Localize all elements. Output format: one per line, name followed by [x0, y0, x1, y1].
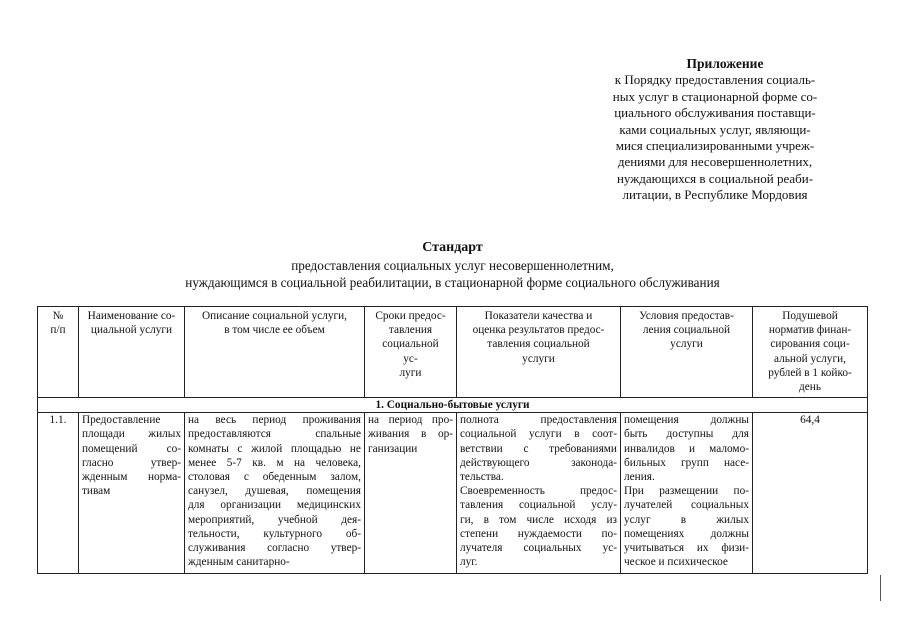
- header-line: Описание социальной услуги,: [201, 310, 348, 322]
- row-quality: [457, 413, 621, 574]
- header-line: альной услуги,: [774, 352, 846, 365]
- cell-line: Предоставление: [82, 414, 161, 427]
- cell-line: менее 5-7 кв. м на человека,: [188, 456, 361, 469]
- row-description: [185, 413, 365, 574]
- appendix-block: [555, 56, 875, 204]
- cell-line: помещений со-: [82, 442, 181, 455]
- cell-line: услуг в жилых: [624, 513, 749, 526]
- cell-line: мероприятий, учебной дея-: [188, 513, 361, 526]
- cell-line: на весь период проживания: [188, 414, 361, 427]
- cell-line: тивам: [82, 485, 111, 498]
- header-description: [185, 307, 365, 398]
- cell-line: лучателя социальных ус-: [460, 542, 617, 555]
- appendix-line: к Порядку предоставления социаль-: [614, 72, 816, 88]
- header-line: Условия предостав-: [639, 310, 734, 322]
- header-line: Наименование со-: [87, 310, 176, 322]
- cell-line: ги, в том числе исходя из: [460, 513, 617, 526]
- appendix-line: литации, в Республике Мордовия: [622, 187, 808, 203]
- row-norm: 64,4: [753, 413, 868, 574]
- cell-line: Своевременность предос-: [460, 485, 617, 498]
- header-line: сирования соци-: [770, 338, 850, 351]
- row-number: 1.1.: [38, 413, 79, 574]
- appendix-heading: Приложение: [686, 56, 764, 71]
- document-subtitle: [0, 258, 905, 291]
- margin-mark: [880, 575, 881, 601]
- appendix-line: дениями для несовершеннолетних,: [617, 154, 813, 170]
- cell-line: ления.: [624, 471, 655, 484]
- document-title: Стандарт: [422, 240, 483, 255]
- header-line: Подушевой: [782, 310, 838, 322]
- header-line: №: [52, 310, 64, 322]
- cell-line: ветствии с требованиями: [460, 442, 617, 455]
- table-row: [38, 413, 868, 574]
- header-line: тавления социальной: [487, 338, 590, 351]
- row-terms: [365, 413, 457, 574]
- cell-line: степени нуждаемости по-: [460, 527, 617, 540]
- cell-line: на период про-: [368, 414, 453, 427]
- header-line: тавления: [388, 324, 433, 337]
- header-line: луги: [399, 366, 422, 379]
- cell-line: действующего законода-: [460, 456, 617, 469]
- cell-line: быть доступны для: [624, 428, 749, 441]
- cell-line: помещения должны: [624, 414, 749, 427]
- cell-line: ческое и психическое: [624, 556, 728, 569]
- cell-line: При размещении по-: [624, 485, 749, 498]
- cell-line: социальной услуги в соот-: [460, 428, 617, 441]
- row-conditions: [621, 413, 753, 574]
- header-num: [38, 307, 79, 398]
- header-line: п/п: [50, 324, 66, 337]
- cell-line: бильных групп насе-: [624, 456, 749, 469]
- cell-line: тельности, культурного об-: [188, 527, 361, 540]
- cell-line: помещениях должны: [624, 527, 749, 540]
- cell-line: лучателей социальных: [624, 499, 749, 512]
- cell-line: предоставляются спальные: [188, 428, 361, 441]
- header-line: циальной услуги: [90, 324, 173, 337]
- cell-line: гласно утвер-: [82, 456, 181, 469]
- section-row: [38, 398, 868, 413]
- appendix-line: ками социальных услуг, являющи-: [619, 121, 811, 137]
- header-line: оценка результатов предос-: [472, 324, 605, 337]
- cell-line: жденным санитарно-: [188, 556, 290, 569]
- cell-line: инвалидов и маломо-: [624, 442, 749, 455]
- header-line: ус-: [403, 352, 418, 365]
- appendix-line: циального обслуживания поставщи-: [614, 105, 816, 121]
- cell-line: учитываться их физи-: [624, 542, 749, 555]
- cell-line: живания в ор-: [368, 428, 453, 441]
- cell-line: жденным норма-: [82, 471, 181, 484]
- cell-line: тавления социальной услу-: [460, 499, 617, 512]
- header-line: услуги: [670, 338, 703, 351]
- header-line: день: [799, 381, 821, 394]
- cell-line: луг.: [460, 556, 478, 569]
- cell-line: для организации медицинских: [188, 499, 361, 512]
- cell-line: ганизации: [368, 442, 418, 455]
- header-line: рублей в 1 койко-: [768, 366, 852, 379]
- header-name: [79, 307, 185, 398]
- header-line: норматив финан-: [768, 324, 852, 337]
- header-norm: [753, 307, 868, 398]
- header-conditions: [621, 307, 753, 398]
- cell-line: служивания согласно утвер-: [188, 542, 361, 555]
- cell-line: столовая с обеденным залом,: [188, 471, 361, 484]
- subtitle-line: нуждающимся в социальной реабилитации, в стационарной форме социального обслуживания: [185, 274, 720, 290]
- row-service-name: [79, 413, 185, 574]
- header-line: в том числе ее объем: [224, 324, 325, 337]
- section-title: 1. Социально-бытовые услуги: [38, 398, 868, 413]
- cell-line: полнота предоставления: [460, 414, 617, 427]
- header-line: социальной: [382, 338, 439, 351]
- cell-line: санузел, душевая, помещения: [188, 485, 361, 498]
- header-line: ления социальной: [642, 324, 731, 337]
- header-quality: [457, 307, 621, 398]
- header-terms: [365, 307, 457, 398]
- header-line: Сроки предос-: [375, 310, 446, 322]
- standard-table: [37, 306, 868, 574]
- appendix-line: ных услуг в стационарной форме со-: [612, 88, 818, 104]
- cell-line: тельства.: [460, 471, 504, 484]
- cell-line: комнаты с жилой площадью не: [188, 442, 361, 455]
- appendix-line: нуждающихся в социальной реаби-: [616, 170, 814, 186]
- appendix-line: мися специализированными учреж-: [615, 138, 815, 154]
- cell-line: площади жилых: [82, 428, 181, 441]
- header-line: Показатели качества и: [484, 310, 593, 322]
- header-line: услуги: [522, 352, 555, 365]
- table-header-row: [38, 307, 868, 398]
- subtitle-line: предоставления социальных услуг несовершеннолетним,: [291, 258, 614, 273]
